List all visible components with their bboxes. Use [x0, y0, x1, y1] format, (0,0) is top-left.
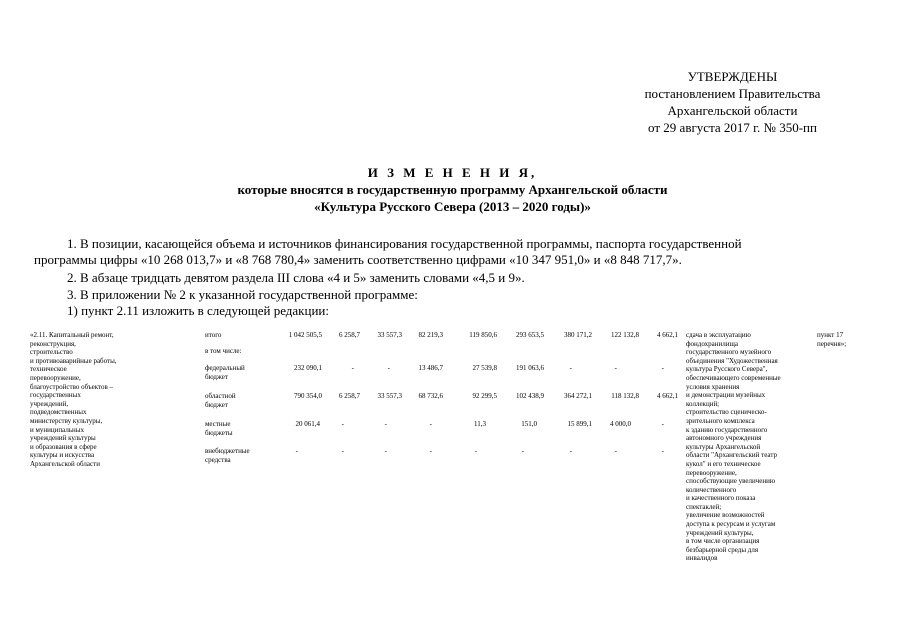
table-text-line: спектаклей;: [686, 502, 722, 511]
table-cell: 33 557,3: [377, 392, 402, 400]
table-text-line: учреждений культуры,: [686, 528, 754, 537]
table-text-line: учреждений культуры: [30, 434, 96, 443]
paragraph-line: программы цифры «10 268 013,7» и «8 768 780,4» заменить соответственно цифрами «10 347 951,0» и «8 848 717,7».: [34, 252, 682, 267]
table-cell: 122 132,8: [611, 331, 639, 339]
table-text-line: культуры и искусства: [30, 451, 95, 460]
table-text-line: Архангельской области: [30, 459, 100, 468]
table-text-line: увеличение возможностей: [686, 511, 765, 520]
table-cell: 119 850,6: [469, 331, 497, 339]
table-cell: 191 063,6: [516, 364, 544, 372]
table-text-line: и демонстрации музейных: [686, 391, 766, 400]
table-cell: 6 258,7: [339, 331, 360, 339]
table-text-line: условия хранения: [686, 382, 740, 391]
table-text-line: государственных: [30, 391, 81, 400]
source-label: федеральный: [205, 364, 245, 372]
table-cell: -: [384, 420, 387, 428]
table-cell: -: [569, 447, 572, 455]
source-label: областной: [205, 392, 236, 400]
table-text-line: области "Архангельский театр: [686, 451, 777, 460]
table-text-line: перечня»;: [817, 339, 847, 348]
table-text-line: благоустройство объектов –: [30, 382, 114, 391]
table-text-line: в том числе организация: [686, 537, 760, 546]
table-cell: 68 732,6: [418, 392, 443, 400]
table-cell: 6 258,7: [339, 392, 360, 400]
table-cell: -: [387, 364, 390, 372]
table-cell: 102 438,9: [516, 392, 544, 400]
table-text-line: строительство: [30, 348, 73, 357]
table-cell: 11,3: [474, 420, 486, 428]
table-cell: -: [474, 447, 477, 455]
table-text-line: инвалидов: [686, 554, 718, 563]
table-text-line: перевооружение,: [686, 468, 737, 477]
table-cell: 92 299,5: [472, 392, 497, 400]
table-cell: 15 899,1: [567, 420, 592, 428]
table-text-line: зрительного комплекса: [686, 416, 755, 425]
table-cell: -: [614, 447, 617, 455]
table-cell: -: [661, 447, 664, 455]
title-line: «Культура Русского Севера (2013 – 2020 годы)»: [314, 199, 591, 214]
table-text-line: фондохранилища: [686, 339, 739, 348]
source-label: бюджет: [205, 401, 228, 409]
table-cell: -: [569, 364, 572, 372]
table-cell: -: [295, 447, 298, 455]
table-cell: -: [661, 364, 664, 372]
table-text-line: и образования в сфере: [30, 442, 97, 451]
table-cell: 380 171,2: [564, 331, 592, 339]
table-cell: 13 486,7: [418, 364, 443, 372]
table-text-line: коллекций;: [686, 399, 720, 408]
table-text-line: и качественного показа: [686, 494, 756, 503]
source-label: в том числе:: [205, 347, 242, 355]
table-text-line: к зданию государственного: [686, 425, 768, 434]
paragraph-line: 1. В позиции, касающейся объема и источников финансирования государственной программы, паспорта государственной: [67, 236, 742, 251]
table-cell: 232 090,1: [294, 364, 322, 372]
table-text-line: количественного: [686, 485, 737, 494]
table-result: [686, 331, 781, 563]
source-label: бюджеты: [205, 429, 233, 437]
table-text-line: доступа к ресурсам и услугам: [686, 520, 776, 529]
table-cell: 118 132,8: [611, 392, 639, 400]
table-cell: 4 662,1: [657, 331, 678, 339]
table-text-line: обеспечивающего современные: [686, 373, 781, 382]
table-cell: -: [614, 364, 617, 372]
table-cell: 293 653,5: [516, 331, 544, 339]
table-cell: 151,0: [521, 420, 537, 428]
table-cell: 82 219,3: [418, 331, 443, 339]
source-label: итого: [205, 331, 222, 339]
table-reference: [817, 331, 846, 348]
table-cell: -: [521, 447, 524, 455]
table-cell: 790 354,0: [294, 392, 322, 400]
table-text-line: «2.11. Капитальный ремонт,: [30, 331, 114, 339]
approval-block: [600, 68, 865, 136]
table-text-line: способствующие увеличению: [686, 477, 776, 486]
table-cell: -: [384, 447, 387, 455]
table-cell: -: [661, 420, 664, 428]
table-cell: 27 539,8: [472, 364, 497, 372]
paragraph-3: 3. В приложении № 2 к указанной государственной программе:: [67, 287, 418, 302]
table-text-line: и противоаварийные работы,: [30, 356, 117, 365]
table-cell: 4 000,0: [610, 420, 631, 428]
table-cell: -: [351, 364, 354, 372]
table-text-line: культуры Архангельской: [686, 442, 761, 451]
table-cell: 4 662,1: [657, 392, 678, 400]
table-cell: 364 272,1: [564, 392, 592, 400]
table-cell: 1 042 505,5: [288, 331, 322, 339]
table-text-line: подведомственных: [30, 408, 87, 417]
source-label: местные: [205, 420, 231, 428]
title-line: И З М Е Н Е Н И Я,: [367, 165, 538, 180]
approval-line: от 29 августа 2017 г. № 350-пп: [648, 120, 817, 135]
table-text-line: техническое: [30, 365, 67, 374]
table-text-line: строительство сценическо-: [686, 408, 767, 417]
table-text-line: объединения "Художественная: [686, 356, 778, 365]
table-cell: -: [341, 447, 344, 455]
table-text-line: и муниципальных: [30, 425, 84, 434]
approval-line: Архангельской области: [667, 103, 798, 118]
document-title: [0, 164, 905, 215]
paragraph-2: 2. В абзаце тридцать девятом раздела III слова «4 и 5» заменить словами «4,5 и 9».: [67, 270, 525, 285]
table-text-line: пункт 17: [817, 331, 844, 339]
table-text-line: перевооружение,: [30, 373, 81, 382]
paragraph-4: 1) пункт 2.11 изложить в следующей редакции:: [67, 303, 329, 318]
approval-line: постановлением Правительства: [644, 86, 821, 101]
table-description: [30, 331, 117, 469]
table-text-line: культура Русского Севера",: [686, 365, 768, 374]
paragraph-1: [34, 236, 872, 268]
table-cell: -: [341, 420, 344, 428]
table-text-line: учреждений,: [30, 399, 69, 408]
table-cell: -: [429, 420, 432, 428]
table-text-line: безбарьерной среды для: [686, 545, 759, 554]
table-text-line: сдача в эксплуатацию: [686, 331, 751, 339]
table-text-line: автономного учреждения: [686, 434, 762, 443]
title-line: которые вносятся в государственную программу Архангельской области: [237, 182, 668, 197]
table-cell: 33 557,3: [377, 331, 402, 339]
source-label: бюджет: [205, 373, 228, 381]
table-text-line: министерству культуры,: [30, 416, 103, 425]
approval-line: УТВЕРЖДЕНЫ: [687, 69, 778, 84]
source-label: внебюджетные: [205, 447, 250, 455]
table-text-line: реконструкция,: [30, 339, 76, 348]
table-cell: -: [429, 447, 432, 455]
table-text-line: кукол" и его техническое: [686, 459, 761, 468]
table-text-line: государственного музейного: [686, 348, 772, 357]
source-label: средства: [205, 456, 231, 464]
table-cell: 20 061,4: [295, 420, 320, 428]
